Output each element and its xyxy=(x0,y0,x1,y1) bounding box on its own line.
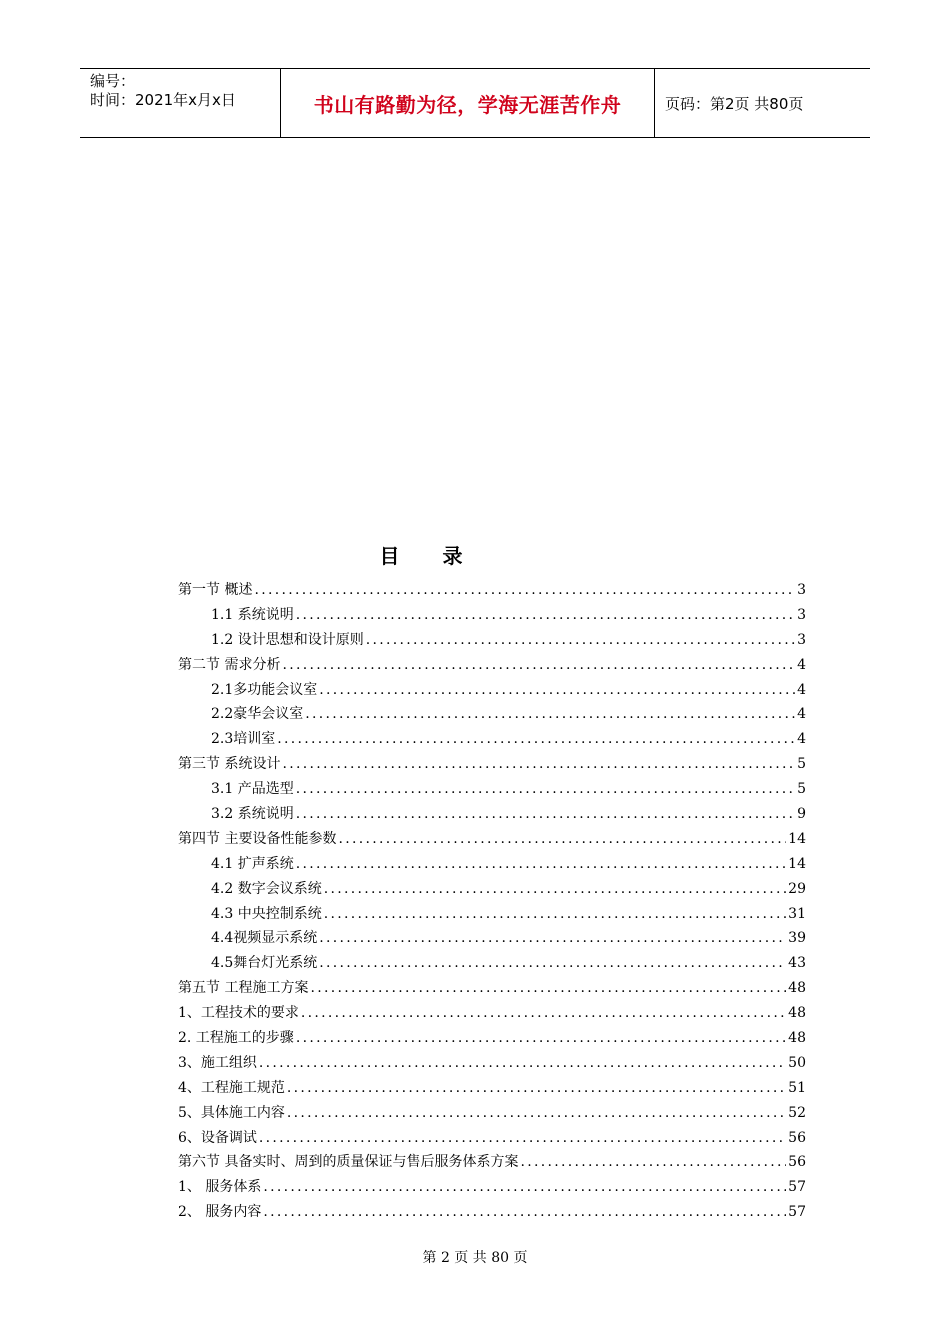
toc-leader-dots xyxy=(301,1005,786,1021)
toc-leader-dots xyxy=(319,955,786,971)
toc-entry-label: 3、施工组织 xyxy=(178,1054,257,1071)
toc-entry-page: 56 xyxy=(788,1129,806,1146)
toc-entry-label: 第五节 工程施工方案 xyxy=(178,980,309,997)
toc-leader-dots xyxy=(319,930,786,946)
toc-entry-label: 第一节 概述 xyxy=(178,582,253,598)
toc-entry[interactable] xyxy=(178,728,806,753)
toc-leader-dots xyxy=(296,1030,786,1046)
serial-label: 编号： xyxy=(90,72,136,90)
toc-entry-label: 4.1 扩声系统 xyxy=(211,855,294,872)
toc-leader-dots xyxy=(296,806,795,822)
toc-leader-dots xyxy=(310,980,786,996)
toc-entry-page: 5 xyxy=(797,756,806,773)
toc-entry-label: 2. 工程施工的步骤 xyxy=(178,1030,294,1047)
toc-entry-page: 29 xyxy=(788,880,806,897)
toc-entry-page: 51 xyxy=(788,1079,806,1096)
toc-leader-dots xyxy=(324,906,786,922)
table-of-contents xyxy=(178,579,806,1226)
toc-entry[interactable] xyxy=(178,1127,806,1152)
toc-entry-page: 52 xyxy=(788,1104,806,1121)
toc-leader-dots xyxy=(259,1130,786,1146)
toc-entry-label: 4.2 数字会议系统 xyxy=(211,880,322,897)
toc-entry[interactable] xyxy=(178,927,806,952)
toc-entry-page: 50 xyxy=(788,1054,806,1071)
toc-entry[interactable] xyxy=(178,903,806,928)
toc-entry[interactable] xyxy=(178,1052,806,1077)
toc-leader-dots xyxy=(263,1204,786,1220)
toc-leader-dots xyxy=(520,1154,786,1170)
toc-entry-page: 43 xyxy=(788,955,806,972)
toc-leader-dots xyxy=(296,781,795,797)
toc-entry-label: 2.2豪华会议室 xyxy=(211,706,304,723)
toc-title: 目 录 xyxy=(379,544,481,568)
toc-leader-dots xyxy=(324,881,786,897)
page-header xyxy=(80,68,870,138)
toc-entry-label: 2.3培训室 xyxy=(211,731,276,748)
toc-entry-label: 1、 服务体系 xyxy=(178,1179,262,1196)
toc-entry-label: 2.1多功能会议室 xyxy=(211,681,318,698)
toc-entry[interactable] xyxy=(178,604,806,629)
toc-entry-page: 4 xyxy=(797,681,806,698)
toc-entry-page: 14 xyxy=(788,830,806,847)
toc-leader-dots xyxy=(366,632,795,648)
toc-entry[interactable] xyxy=(178,629,806,654)
toc-leader-dots xyxy=(263,1179,786,1195)
toc-entry-label: 3.2 系统说明 xyxy=(211,806,294,823)
toc-leader-dots xyxy=(338,831,786,847)
toc-leader-dots xyxy=(277,731,795,747)
toc-entry-label: 1.2 设计思想和设计原则 xyxy=(211,631,364,648)
toc-entry[interactable] xyxy=(178,778,806,803)
toc-entry-page: 3 xyxy=(797,582,806,598)
toc-entry-page: 3 xyxy=(797,606,806,623)
header-meta xyxy=(80,69,281,137)
header-motto: 书山有路勤为径，学海无涯苦作舟 xyxy=(281,69,655,137)
toc-entry[interactable] xyxy=(178,1151,806,1176)
toc-entry-page: 4 xyxy=(797,656,806,673)
time-label: 时间：2021年x月x日 xyxy=(90,91,236,109)
toc-entry-label: 第六节 具备实时、周到的质量保证与售后服务体系方案 xyxy=(178,1154,519,1171)
toc-entry[interactable] xyxy=(178,703,806,728)
toc-entry-label: 2、 服务内容 xyxy=(178,1204,262,1221)
toc-entry-page: 39 xyxy=(788,930,806,947)
toc-entry[interactable] xyxy=(178,1002,806,1027)
toc-entry[interactable] xyxy=(178,828,806,853)
toc-entry[interactable] xyxy=(178,1077,806,1102)
toc-leader-dots xyxy=(287,1080,786,1096)
toc-leader-dots xyxy=(305,706,795,722)
toc-entry-page: 48 xyxy=(788,1030,806,1047)
toc-entry-label: 第二节 需求分析 xyxy=(178,656,281,673)
toc-leader-dots xyxy=(296,607,795,623)
toc-entry[interactable] xyxy=(178,803,806,828)
toc-entry-page: 4 xyxy=(797,731,806,748)
toc-entry-page: 57 xyxy=(788,1179,806,1196)
toc-leader-dots xyxy=(259,1055,786,1071)
toc-entry[interactable] xyxy=(178,977,806,1002)
toc-entry[interactable] xyxy=(178,679,806,704)
toc-entry-label: 4、工程施工规范 xyxy=(178,1079,285,1096)
toc-entry[interactable] xyxy=(178,853,806,878)
toc-entry-page: 14 xyxy=(788,855,806,872)
toc-leader-dots xyxy=(254,582,795,598)
header-page-info: 页码：第2页 共80页 xyxy=(665,94,804,113)
toc-entry[interactable] xyxy=(178,1027,806,1052)
toc-entry-page: 5 xyxy=(797,781,806,798)
toc-leader-dots xyxy=(282,756,795,772)
toc-entry-label: 4.3 中央控制系统 xyxy=(211,905,322,922)
toc-entry[interactable] xyxy=(178,753,806,778)
page-footer: 第 2 页 共 80 页 xyxy=(422,1250,528,1266)
toc-entry-label: 5、具体施工内容 xyxy=(178,1104,285,1121)
toc-entry[interactable] xyxy=(178,1176,806,1201)
toc-entry-label: 3.1 产品选型 xyxy=(211,781,294,798)
toc-entry-page: 48 xyxy=(788,1005,806,1022)
toc-entry-label: 第三节 系统设计 xyxy=(178,756,281,773)
toc-entry-label: 1、工程技术的要求 xyxy=(178,1005,299,1022)
toc-entry-page: 48 xyxy=(788,980,806,997)
toc-entry[interactable] xyxy=(178,654,806,679)
toc-entry-page: 3 xyxy=(797,631,806,648)
toc-entry-label: 第四节 主要设备性能参数 xyxy=(178,830,337,847)
toc-entry-label: 4.5舞台灯光系统 xyxy=(211,955,318,972)
toc-entry-page: 57 xyxy=(788,1204,806,1221)
toc-leader-dots xyxy=(319,682,795,698)
toc-entry-page: 31 xyxy=(788,905,806,922)
toc-leader-dots xyxy=(282,657,795,673)
toc-leader-dots xyxy=(296,856,786,872)
toc-entry[interactable] xyxy=(178,1201,806,1226)
toc-leader-dots xyxy=(287,1105,786,1121)
toc-entry-page: 9 xyxy=(797,806,806,823)
toc-entry-label: 6、设备调试 xyxy=(178,1129,257,1146)
toc-entry[interactable] xyxy=(178,1102,806,1127)
toc-entry-page: 56 xyxy=(788,1154,806,1171)
toc-entry-label: 1.1 系统说明 xyxy=(211,606,294,623)
toc-entry-label: 4.4视频显示系统 xyxy=(211,930,318,947)
toc-entry[interactable] xyxy=(178,579,806,604)
toc-entry[interactable] xyxy=(178,878,806,903)
toc-entry[interactable] xyxy=(178,952,806,977)
toc-entry-page: 4 xyxy=(797,706,806,723)
